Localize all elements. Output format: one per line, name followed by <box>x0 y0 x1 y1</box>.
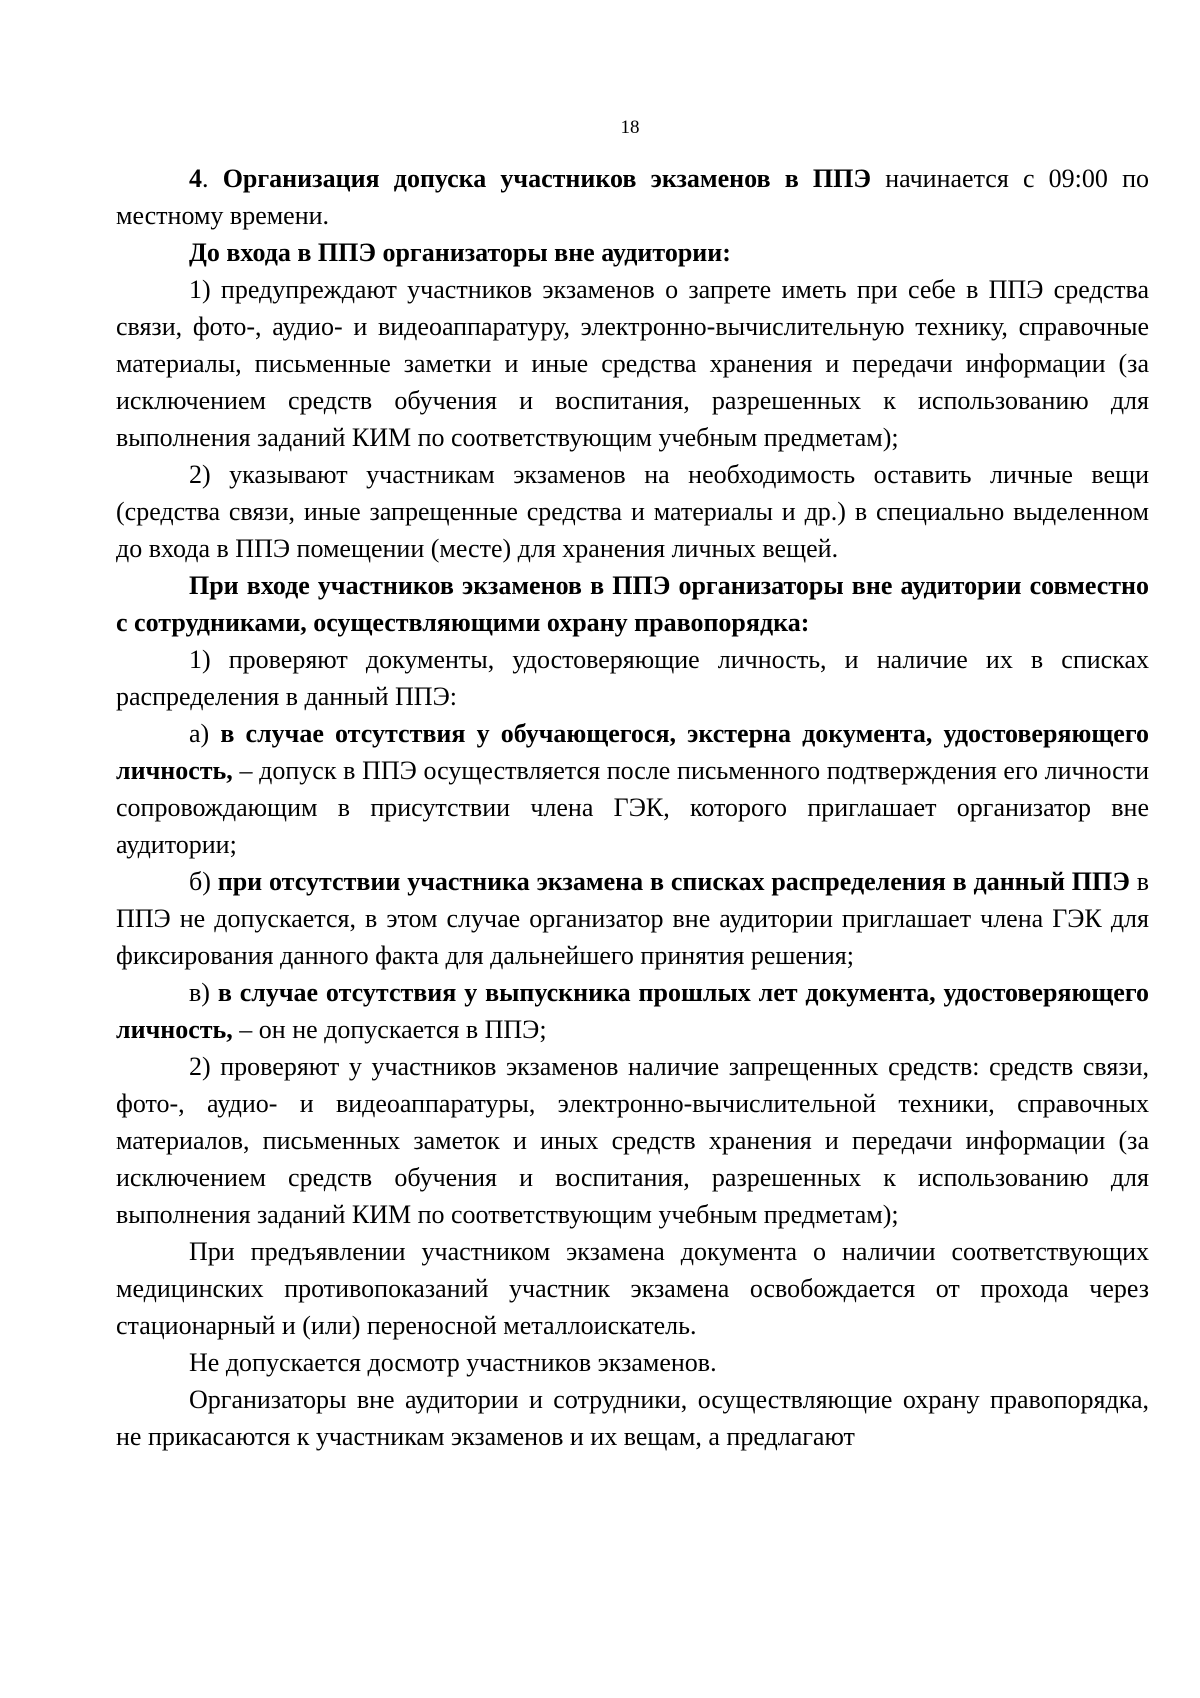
subheading-text: До входа в ППЭ организаторы вне аудитории: <box>189 238 731 267</box>
list-item-text: в ППЭ не допускается, в этом случае организатор вне аудитории приглашает члена ГЭК для фиксирования данного факта для дальнейшего принятия решения; <box>116 867 1149 970</box>
section-number-separator: . <box>202 164 223 193</box>
section-number: 4 <box>189 164 202 193</box>
list-item-text: – допуск в ППЭ осуществляется после письменного подтверждения его личности сопровождающим в присутствии члена ГЭК, которого приглашает организатор вне аудитории; <box>116 756 1149 859</box>
paragraph-medical-exemption: При предъявлении участником экзамена документа о наличии соответствующих медицинских противопоказаний участник экзамена освобождается от прохода через стационарный и (или) переносной металлоискатель. <box>116 1237 1149 1340</box>
paragraph-check-prohibited-items: 2) проверяют у участников экзаменов наличие запрещенных средств: средств связи, фото-, аудио- и видеоаппаратуры, электронно-вычислительной техники, справочных материалов, письменных заметок и иных средств хранения и передачи информации (за исключением средств обучения и воспитания, разрешенных к использованию для выполнения заданий КИМ по соответствующим учебным предметам); <box>116 1052 1149 1229</box>
paragraph-warn-prohibited-items: 1) предупреждают участников экзаменов о запрете иметь при себе в ППЭ средства связи, фото-, аудио- и видеоаппаратуру, электронно-вычислительную технику, справочные материалы, письменные заметки и иные средства хранения и передачи информации (за исключением средств обучения и воспитания, разрешенных к использованию для выполнения заданий КИМ по соответствующим учебным предметам); <box>116 275 1149 452</box>
subheading-text: При входе участников экзаменов в ППЭ организаторы вне аудитории совместно с сотрудниками, осуществляющими охрану правопорядка: <box>116 571 1149 637</box>
subheading-before-entry <box>116 234 1149 271</box>
paragraph-leave-personal-items: 2) указывают участникам экзаменов на необходимость оставить личные вещи (средства связи, иные запрещенные средства и материалы и др.) в специально выделенном до входа в ППЭ помещении (месте) для хранения личных вещей. <box>116 460 1149 563</box>
document-body <box>116 160 1149 1455</box>
list-item-bold: при отсутствии участника экзамена в списках распределения в данный ППЭ <box>217 867 1130 896</box>
list-item-a <box>116 715 1149 863</box>
list-item-text: – он не допускается в ППЭ; <box>232 1015 547 1044</box>
paragraph-check-documents: 1) проверяют документы, удостоверяющие личность, и наличие их в списках распределения в данный ППЭ: <box>116 645 1149 711</box>
list-item-bold: в случае отсутствия у выпускника прошлых лет документа, удостоверяющего личность, <box>116 978 1149 1044</box>
list-item-b <box>116 863 1149 974</box>
list-marker: в) <box>189 978 218 1007</box>
page-number: 18 <box>620 117 640 138</box>
list-marker: б) <box>189 867 218 896</box>
paragraph-text: начинается с 09:00 по местному времени. <box>116 164 1149 230</box>
subheading-at-entry <box>116 567 1149 641</box>
list-item-v <box>116 974 1149 1048</box>
paragraph-no-search: Не допускается досмотр участников экзаменов. <box>189 1348 717 1377</box>
section-heading: Организация допуска участников экзаменов в ППЭ <box>222 164 872 193</box>
paragraph-no-touching: Организаторы вне аудитории и сотрудники, осуществляющие охрану правопорядка, не прикасаются к участникам экзаменов и их вещам, а предлагают <box>116 1385 1149 1451</box>
list-marker: а) <box>189 719 221 748</box>
paragraph-4-admission-start <box>116 160 1149 234</box>
list-item-bold: в случае отсутствия у обучающегося, экстерна документа, удостоверяющего личность, <box>116 719 1149 785</box>
